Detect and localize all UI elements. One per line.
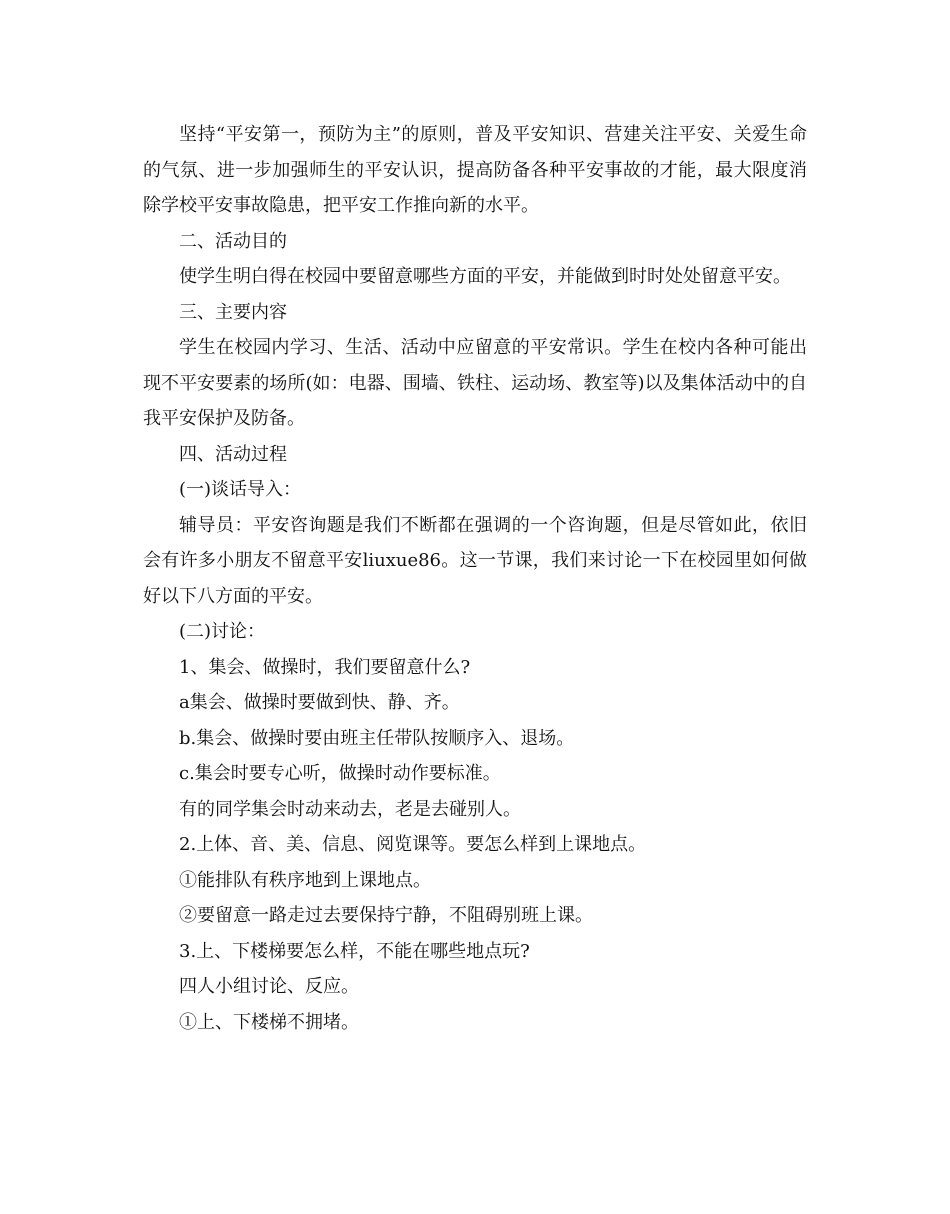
- list-item: a集会、做操时要做到快、静、齐。: [179, 692, 460, 713]
- list-item: 1、集会、做操时，我们要留意什么?: [179, 656, 471, 678]
- heading-activity-process: 四、活动过程: [179, 443, 287, 465]
- list-item: ①上、下楼梯不拥堵。: [179, 1011, 359, 1033]
- paragraph-activity-goal: 使学生明白得在校园中要留意哪些方面的平安，并能做到时时处处留意平安。: [179, 266, 791, 287]
- list-item: ②要留意一路走过去要保持宁静，不阻碍别班上课。: [179, 905, 593, 926]
- list-item: ①能排队有秩序地到上课地点。: [179, 869, 431, 891]
- document-page: [143, 117, 807, 1040]
- paragraph-counselor-speech: 辅导员：平安咨询题是我们不断都在强调的一个咨询题，但是尽管如此，依旧会有许多小朋友不留意平安liuxue86。这一节课，我们来讨论一下在校园里如何做好以下八方面的平安。: [143, 514, 807, 607]
- list-item: c.集会时要专心听，做操时动作要标准。: [179, 763, 501, 784]
- subheading-introduction: (一)谈话导入：: [179, 479, 302, 500]
- list-item: 四人小组讨论、反应。: [179, 976, 359, 997]
- heading-activity-goal: 二、活动目的: [179, 230, 287, 252]
- paragraph-main-content: 学生在校园内学习、生活、活动中应留意的平安常识。学生在校内各种可能出现不平安要素的场所(如：电器、围墙、铁柱、运动场、教室等)以及集体活动中的自我平安保护及防备。: [143, 337, 807, 429]
- list-item: 3.上、下楼梯要怎么样，不能在哪些地点玩?: [179, 940, 530, 962]
- subheading-discussion: (二)讨论：: [179, 621, 266, 642]
- paragraph-principle: 坚持“平安第一，预防为主”的原则，普及平安知识、营建关注平安、关爱生命的气氛、进一步加强师生的平安认识，提高防备各种平安事故的才能，最大限度消除学校平安事故隐患，把平安工作推向新的水平。: [143, 124, 807, 216]
- heading-main-content: 三、主要内容: [179, 301, 287, 323]
- list-item: b.集会、做操时要由班主任带队按顺序入、退场。: [179, 727, 575, 749]
- list-item: 2.上体、音、美、信息、阅览课等。要怎么样到上课地点。: [179, 834, 647, 855]
- list-item: 有的同学集会时动来动去，老是去碰别人。: [179, 798, 521, 820]
